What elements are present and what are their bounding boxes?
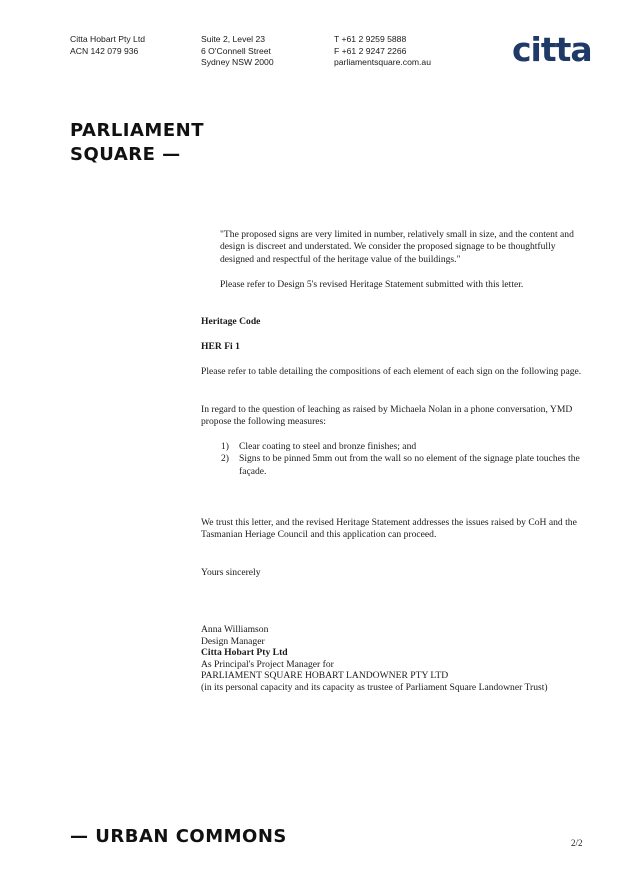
list-item-text: Clear coating to steel and bronze finishes; and [239,441,417,452]
header-address [201,34,274,69]
paragraph-leaching: In regard to the question of leaching as raised by Michaela Nolan in a phone conversation, YMD propose the following measures: [201,404,573,428]
list-item [201,441,591,453]
company-name: Citta Hobart Pty Ltd [70,34,145,44]
refer-statement: Please refer to Design 5's revised Heritage Statement submitted with this letter. [220,279,524,290]
list-item-number: 1) [221,441,229,452]
signatory-name: Anna Williamson [201,624,269,635]
address-line-3: Sydney NSW 2000 [201,57,274,68]
heading-her-fi-1: HER Fi 1 [201,341,240,352]
company-acn: ACN 142 079 936 [70,45,139,56]
contact-website[interactable]: parliamentsquare.com.au [334,57,431,68]
header-contact [334,34,431,69]
list-item-text: Signs to be pinned 5mm out from the wall so no element of the signage plate touches the façade. [239,453,580,477]
measures-list [201,441,591,478]
signatory-entity: PARLIAMENT SQUARE HOBART LANDOWNER PTY LTD [201,670,449,682]
closing-paragraph: We trust this letter, and the revised Heritage Statement addresses the issues raised by CoH and the Tasmanian Heriage Council and this application can proceed. [201,517,577,541]
heading-heritage-code: Heritage Code [201,316,261,327]
heritage-quote: "The proposed signs are very limited in number, relatively small in size, and the content and design is discreet and understated. We consider the proposed signage to be thoughtfully designed and respectful of the heritage value of the buildings." [220,229,574,265]
signatory-capacity: (in its personal capacity and its capacity as trustee of Parliament Square Landowner Trust) [201,681,548,693]
list-item-number: 2) [221,453,229,465]
list-item [201,453,591,478]
paragraph-table-reference: Please refer to table detailing the compositions of each element of each sign on the following page. [201,366,582,377]
address-line-2: 6 O'Connell Street [201,45,271,56]
contact-fax: F +61 2 9247 2266 [334,45,407,56]
urban-commons-footer: — URBAN COMMONS [70,826,287,847]
page-number: 2/2 [571,838,583,848]
header-company [70,34,145,57]
sign-off: Yours sincerely [201,567,261,578]
brand-line-2: SQUARE — [70,144,181,165]
address-line-1: Suite 2, Level 23 [201,34,266,44]
parliament-square-title [70,119,204,167]
citta-logo: citta [512,30,592,69]
contact-phone: T +61 2 9259 5888 [334,34,407,44]
signatory-role: As Principal's Project Manager for [201,658,334,670]
signatory-title: Design Manager [201,635,265,647]
brand-line-1: PARLIAMENT [70,120,204,141]
signature-block [201,624,591,694]
signatory-company: Citta Hobart Pty Ltd [201,647,288,659]
